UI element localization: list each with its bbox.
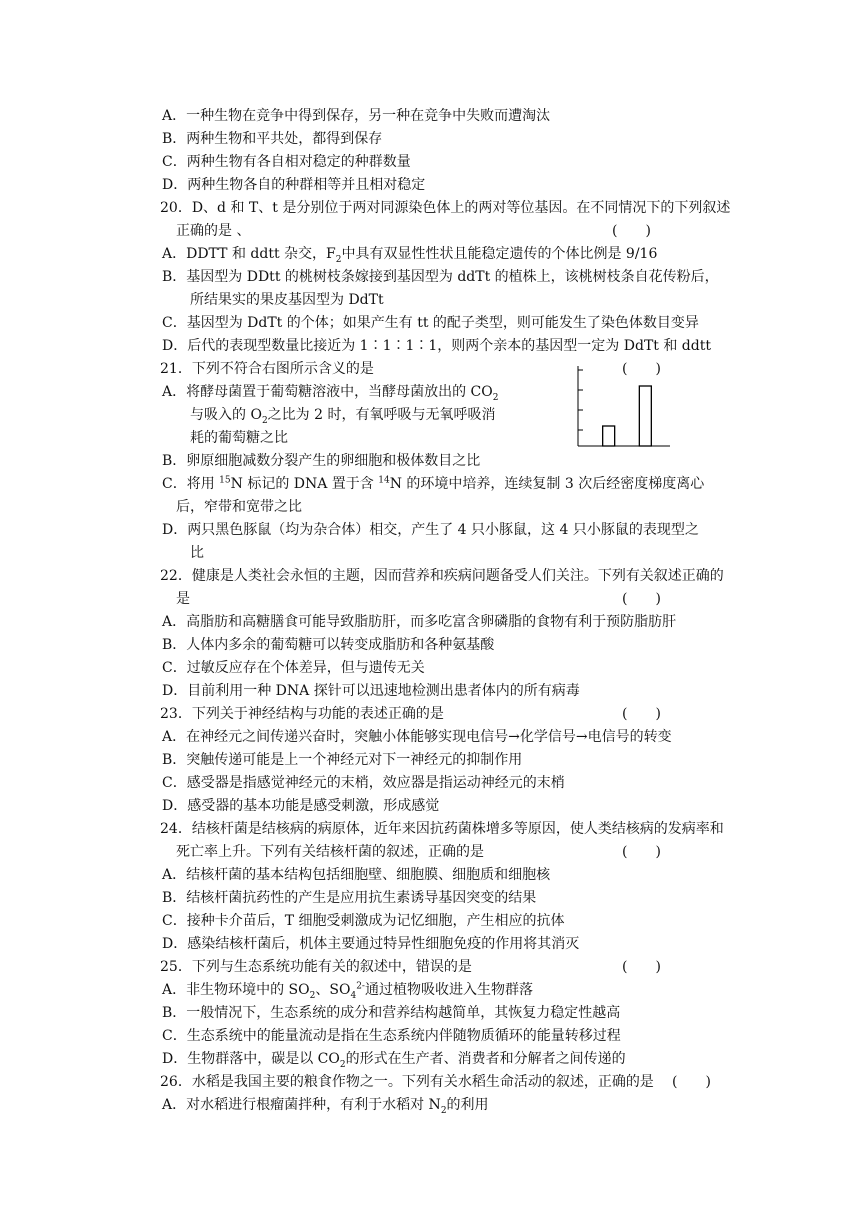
q24-stem-line2: 死亡率上升。下列有关结核杆菌的叙述，正确的是	[176, 844, 484, 860]
q23-option-a: A．在神经元之间传递兴奋时，突触小体能够实现电信号→化学信号→电信号的转变	[162, 729, 672, 745]
q21-option-a-line2	[190, 405, 495, 425]
q25-option-d-text2: 的形式在生产者、消费者和分解者之间传递的	[345, 1051, 626, 1067]
chart-bars	[603, 386, 652, 446]
q26-stem: 26．水稻是我国主要的粮食作物之一。下列有关水稻生命活动的叙述，正确的是	[160, 1074, 654, 1090]
q25-option-a-text2: 、SO	[315, 982, 351, 998]
q21-option-a-text3: 之比为 2 时，有氧呼吸与无氧呼吸消	[267, 407, 496, 423]
q26-option-a	[162, 1095, 489, 1115]
q20-option-c: C．基因型为 DdTt 的个体；如果产生有 tt 的配子类型，则可能发生了染色体数目变异	[162, 315, 699, 331]
q21-option-a-sub1: 2	[492, 392, 499, 403]
q21-option-a-sub2: 2	[261, 415, 268, 426]
q21-option-c-line1	[162, 474, 704, 494]
q26-option-a-text1: A．对水稻进行根瘤菌拌种，有利于水稻对 N	[162, 1097, 441, 1113]
q23-option-d: D．感受器的基本功能是感受刺激，形成感觉	[162, 798, 440, 814]
q21-option-b: B．卵原细胞减数分裂产生的卵细胞和极体数目之比	[162, 453, 481, 469]
chart-axes	[578, 366, 670, 446]
q21-option-c-text3: N 的环境中培养，连续复制 3 次后经密度梯度离心	[389, 476, 705, 492]
q25-option-a-text3: 通过植物吸收进入生物群落	[364, 982, 533, 998]
q21-bar-figure	[572, 360, 672, 452]
q21-answer-blank: ( )	[622, 361, 661, 377]
bar-2	[639, 386, 651, 446]
q25-stem: 25．下列与生态系统功能有关的叙述中，错误的是	[160, 959, 472, 975]
q20-option-a-sub: 2	[335, 254, 342, 265]
q20-stem-line2: 正确的是 、	[176, 223, 251, 239]
q20-option-a-text1: A．DDTT 和 ddtt 杂交，F	[162, 246, 336, 262]
q21-option-a-line3: 耗的葡萄糖之比	[190, 430, 288, 446]
q26-answer-blank: ( )	[672, 1074, 711, 1090]
q25-option-a-sup: 2-	[356, 981, 365, 992]
q22-option-b: B．人体内多余的葡萄糖可以转变成脂肪和各种氨基酸	[162, 637, 495, 653]
q20-stem-line1: 20．D、d 和 T、t 是分别位于两对同源染色体上的两对等位基因。在不同情况下的下列叙述	[160, 200, 731, 216]
q25-option-a-text1: A．非生物环境中的 SO	[162, 982, 310, 998]
q25-answer-blank: ( )	[622, 959, 661, 975]
q21-option-c-text1: C．将用	[162, 476, 220, 492]
q22-option-d: D．目前利用一种 DNA 探针可以迅速地检测出患者体内的所有病毒	[162, 683, 580, 699]
q20-answer-blank: ( )	[612, 223, 651, 239]
q25-option-d-text1: D．生物群落中，碳是以 CO	[162, 1051, 340, 1067]
q23-option-c: C．感受器是指感觉神经元的末梢，效应器是指运动神经元的末梢	[162, 775, 565, 791]
q22-stem-line1: 22．健康是人类社会永恒的主题，因而营养和疾病问题备受人们关注。下列有关叙述正确的	[160, 568, 724, 584]
q23-stem: 23．下列关于神经结构与功能的表述正确的是	[160, 706, 444, 722]
q24-option-b: B．结核杆菌抗药性的产生是应用抗生素诱导基因突变的结果	[162, 890, 537, 906]
q21-option-a-text1: A．将酵母菌置于葡萄糖溶液中，当酵母菌放出的 CO	[162, 384, 493, 400]
q21-option-c-sup1: 15	[219, 475, 231, 486]
q25-option-b: B．一般情况下，生态系统的成分和营养结构越简单，其恢复力稳定性越高	[162, 1005, 621, 1021]
bar-1	[603, 426, 615, 446]
q21-option-c-text2: N 标记的 DNA 置于含	[230, 476, 379, 492]
q25-option-a	[162, 980, 533, 1000]
q25-option-a-sub1: 2	[309, 990, 316, 1001]
q22-option-a: A．高脂肪和高糖膳食可能导致脂肪肝，而多吃富含卵磷脂的食物有利于预防脂肪肝	[162, 614, 677, 630]
q24-option-a: A．结核杆菌的基本结构包括细胞壁、细胞膜、细胞质和细胞核	[162, 867, 551, 883]
q21-option-d-line2: 比	[190, 545, 204, 561]
q22-answer-blank: ( )	[622, 591, 661, 607]
q25-option-d-sub: 2	[339, 1059, 346, 1070]
q22-stem-line2: 是	[176, 591, 190, 607]
q20-option-b-line1: B．基因型为 DDtt 的桃树枝条嫁接到基因型为 ddTt 的植株上，该桃树枝条自花传粉后，	[162, 269, 719, 285]
q25-option-a-sub2: 4	[350, 990, 357, 1001]
q20-option-a	[162, 244, 657, 264]
q19-option-d: D．两种生物各自的种群相等并且相对稳定	[162, 177, 426, 193]
q25-option-c: C．生态系统中的能量流动是指在生态系统内伴随物质循环的能量转移过程	[162, 1028, 621, 1044]
q21-option-c-line2: 后，窄带和宽带之比	[176, 499, 302, 515]
q23-option-b: B．突触传递可能是上一个神经元对下一神经元的抑制作用	[162, 752, 523, 768]
q22-option-c: C．过敏反应存在个体差异，但与遗传无关	[162, 660, 425, 676]
q21-stem: 21．下列不符合右图所示含义的是	[160, 361, 374, 377]
q24-option-d: D．感染结核杆菌后，机体主要通过特异性细胞免疫的作用将其消灭	[162, 936, 580, 952]
q19-option-a: A．一种生物在竞争中得到保存，另一种在竞争中失败而遭淘汰	[162, 108, 551, 124]
q21-option-a-text2: 与吸入的 O	[190, 407, 262, 423]
q26-option-a-text2: 的利用	[446, 1097, 489, 1113]
q24-stem-line1: 24．结核杆菌是结核病的病原体，近年来因抗药菌株增多等原因，使人类结核病的发病率和	[160, 821, 724, 837]
q20-option-b-line2: 所结果实的果皮基因型为 DdTt	[190, 292, 384, 308]
q25-option-d	[162, 1049, 626, 1069]
q21-option-d-line1: D．两只黑色豚鼠（均为杂合体）相交，产生了 4 只小豚鼠，这 4 只小豚鼠的表现型之	[162, 522, 699, 538]
q24-answer-blank: ( )	[622, 844, 661, 860]
q26-option-a-sub: 2	[440, 1105, 447, 1116]
q20-option-d: D．后代的表现型数量比接近为 1∶1∶1∶1，则两个亲本的基因型一定为 DdTt 和 ddtt	[162, 338, 711, 354]
q23-answer-blank: ( )	[622, 706, 661, 722]
q19-option-b: B．两种生物和平共处，都得到保存	[162, 131, 383, 147]
q24-option-c: C．接种卡介苗后，T 细胞受刺激成为记忆细胞，产生相应的抗体	[162, 913, 565, 929]
q21-option-a-line1	[162, 382, 498, 402]
q21-option-c-sup2: 14	[378, 475, 390, 486]
q19-option-c: C．两种生物有各自相对稳定的种群数量	[162, 154, 411, 170]
q20-option-a-text2: 中具有双显性性状且能稳定遗传的个体比例是 9/16	[341, 246, 658, 262]
